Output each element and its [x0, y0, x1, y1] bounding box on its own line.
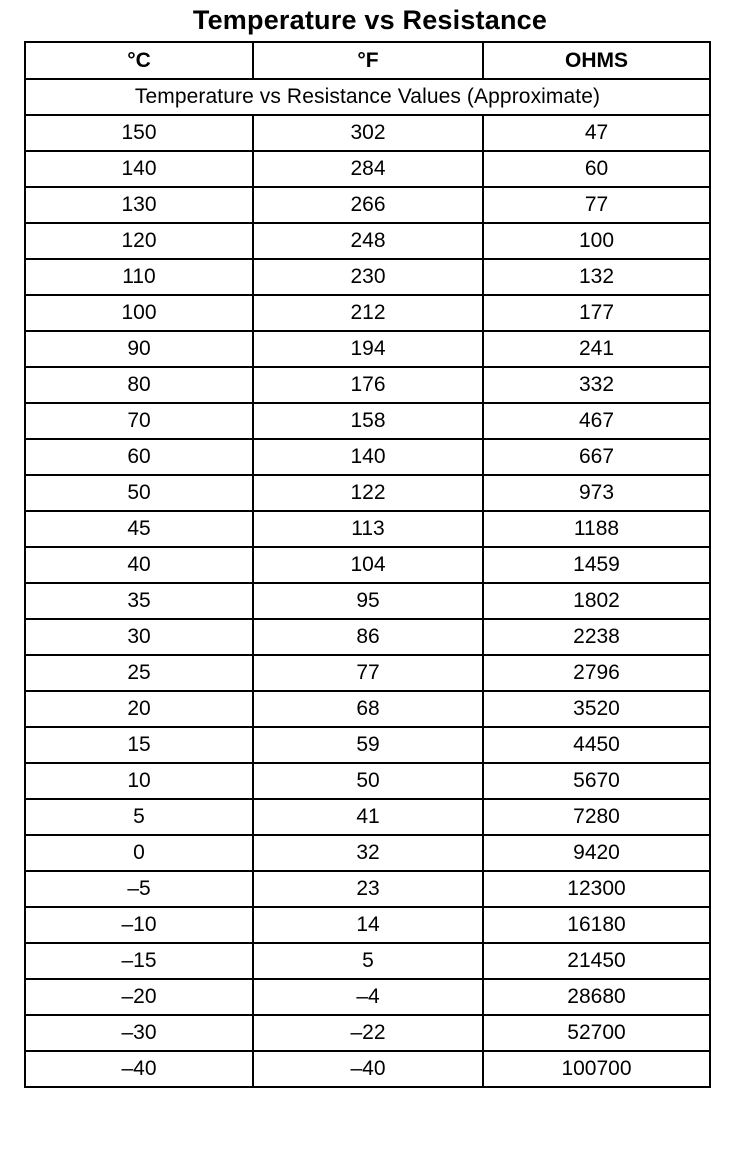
- table-row: [25, 655, 710, 691]
- cell-fahrenheit: 140: [253, 439, 483, 475]
- cell-ohms: 332: [483, 367, 710, 403]
- cell-fahrenheit: 248: [253, 223, 483, 259]
- cell-ohms: 2238: [483, 619, 710, 655]
- cell-fahrenheit: –40: [253, 1051, 483, 1087]
- cell-ohms: 60: [483, 151, 710, 187]
- cell-celsius: 50: [25, 475, 253, 511]
- table-row: [25, 259, 710, 295]
- cell-fahrenheit: 95: [253, 583, 483, 619]
- table-row: [25, 331, 710, 367]
- cell-celsius: 110: [25, 259, 253, 295]
- cell-ohms: 28680: [483, 979, 710, 1015]
- table-row: [25, 943, 710, 979]
- cell-ohms: 1188: [483, 511, 710, 547]
- table-row: [25, 223, 710, 259]
- table-row: [25, 691, 710, 727]
- table-row: [25, 475, 710, 511]
- cell-fahrenheit: 86: [253, 619, 483, 655]
- cell-ohms: 241: [483, 331, 710, 367]
- table-row: [25, 439, 710, 475]
- cell-fahrenheit: 32: [253, 835, 483, 871]
- cell-fahrenheit: 14: [253, 907, 483, 943]
- cell-celsius: –5: [25, 871, 253, 907]
- cell-fahrenheit: 41: [253, 799, 483, 835]
- column-header-celsius: °C: [25, 42, 253, 79]
- cell-celsius: –30: [25, 1015, 253, 1051]
- cell-celsius: 45: [25, 511, 253, 547]
- column-header-fahrenheit: °F: [253, 42, 483, 79]
- cell-celsius: –10: [25, 907, 253, 943]
- table-row: [25, 295, 710, 331]
- table-row: [25, 763, 710, 799]
- header-row: [25, 42, 710, 79]
- cell-fahrenheit: –4: [253, 979, 483, 1015]
- table-row: [25, 547, 710, 583]
- cell-celsius: 30: [25, 619, 253, 655]
- table-row: [25, 403, 710, 439]
- cell-fahrenheit: 68: [253, 691, 483, 727]
- cell-celsius: 150: [25, 115, 253, 151]
- cell-ohms: 12300: [483, 871, 710, 907]
- cell-ohms: 16180: [483, 907, 710, 943]
- cell-fahrenheit: 77: [253, 655, 483, 691]
- cell-ohms: 77: [483, 187, 710, 223]
- cell-celsius: 120: [25, 223, 253, 259]
- cell-fahrenheit: 176: [253, 367, 483, 403]
- cell-ohms: 132: [483, 259, 710, 295]
- cell-ohms: 1802: [483, 583, 710, 619]
- table-subheader: Temperature vs Resistance Values (Approximate): [25, 79, 710, 115]
- table-row: [25, 511, 710, 547]
- cell-celsius: –40: [25, 1051, 253, 1087]
- table-row: [25, 907, 710, 943]
- cell-fahrenheit: 5: [253, 943, 483, 979]
- cell-celsius: 35: [25, 583, 253, 619]
- table-row: [25, 187, 710, 223]
- cell-fahrenheit: 212: [253, 295, 483, 331]
- cell-ohms: 467: [483, 403, 710, 439]
- cell-fahrenheit: 302: [253, 115, 483, 151]
- cell-ohms: 100: [483, 223, 710, 259]
- table-row: [25, 871, 710, 907]
- table-row: [25, 979, 710, 1015]
- table-row: [25, 115, 710, 151]
- table-row: [25, 835, 710, 871]
- cell-ohms: 3520: [483, 691, 710, 727]
- table-row: [25, 1015, 710, 1051]
- cell-celsius: 40: [25, 547, 253, 583]
- cell-ohms: 177: [483, 295, 710, 331]
- cell-ohms: 973: [483, 475, 710, 511]
- cell-fahrenheit: 104: [253, 547, 483, 583]
- cell-ohms: 2796: [483, 655, 710, 691]
- cell-ohms: 9420: [483, 835, 710, 871]
- table-row: [25, 583, 710, 619]
- cell-fahrenheit: 284: [253, 151, 483, 187]
- cell-celsius: 5: [25, 799, 253, 835]
- temperature-resistance-table: [24, 41, 711, 1088]
- cell-fahrenheit: 113: [253, 511, 483, 547]
- cell-celsius: 130: [25, 187, 253, 223]
- cell-fahrenheit: 158: [253, 403, 483, 439]
- cell-fahrenheit: 23: [253, 871, 483, 907]
- cell-celsius: 100: [25, 295, 253, 331]
- cell-celsius: –15: [25, 943, 253, 979]
- cell-ohms: 1459: [483, 547, 710, 583]
- cell-celsius: 0: [25, 835, 253, 871]
- cell-ohms: 100700: [483, 1051, 710, 1087]
- cell-fahrenheit: 194: [253, 331, 483, 367]
- cell-celsius: 15: [25, 727, 253, 763]
- cell-ohms: 4450: [483, 727, 710, 763]
- subheader-row: [25, 79, 710, 115]
- cell-celsius: 90: [25, 331, 253, 367]
- cell-celsius: –20: [25, 979, 253, 1015]
- cell-celsius: 25: [25, 655, 253, 691]
- table-row: [25, 1051, 710, 1087]
- table-title: Temperature vs Resistance: [192, 5, 548, 35]
- cell-celsius: 80: [25, 367, 253, 403]
- cell-ohms: 5670: [483, 763, 710, 799]
- cell-ohms: 47: [483, 115, 710, 151]
- cell-fahrenheit: 266: [253, 187, 483, 223]
- table-row: [25, 619, 710, 655]
- cell-ohms: 667: [483, 439, 710, 475]
- cell-fahrenheit: 230: [253, 259, 483, 295]
- cell-ohms: 52700: [483, 1015, 710, 1051]
- cell-celsius: 140: [25, 151, 253, 187]
- cell-celsius: 20: [25, 691, 253, 727]
- cell-celsius: 10: [25, 763, 253, 799]
- table-row: [25, 367, 710, 403]
- table-row: [25, 151, 710, 187]
- cell-celsius: 70: [25, 403, 253, 439]
- table-row: [25, 727, 710, 763]
- cell-fahrenheit: 59: [253, 727, 483, 763]
- column-header-ohms: OHMS: [483, 42, 710, 79]
- cell-fahrenheit: 50: [253, 763, 483, 799]
- cell-celsius: 60: [25, 439, 253, 475]
- cell-fahrenheit: –22: [253, 1015, 483, 1051]
- table-body: [25, 115, 710, 1087]
- table-row: [25, 799, 710, 835]
- cell-ohms: 21450: [483, 943, 710, 979]
- cell-fahrenheit: 122: [253, 475, 483, 511]
- cell-ohms: 7280: [483, 799, 710, 835]
